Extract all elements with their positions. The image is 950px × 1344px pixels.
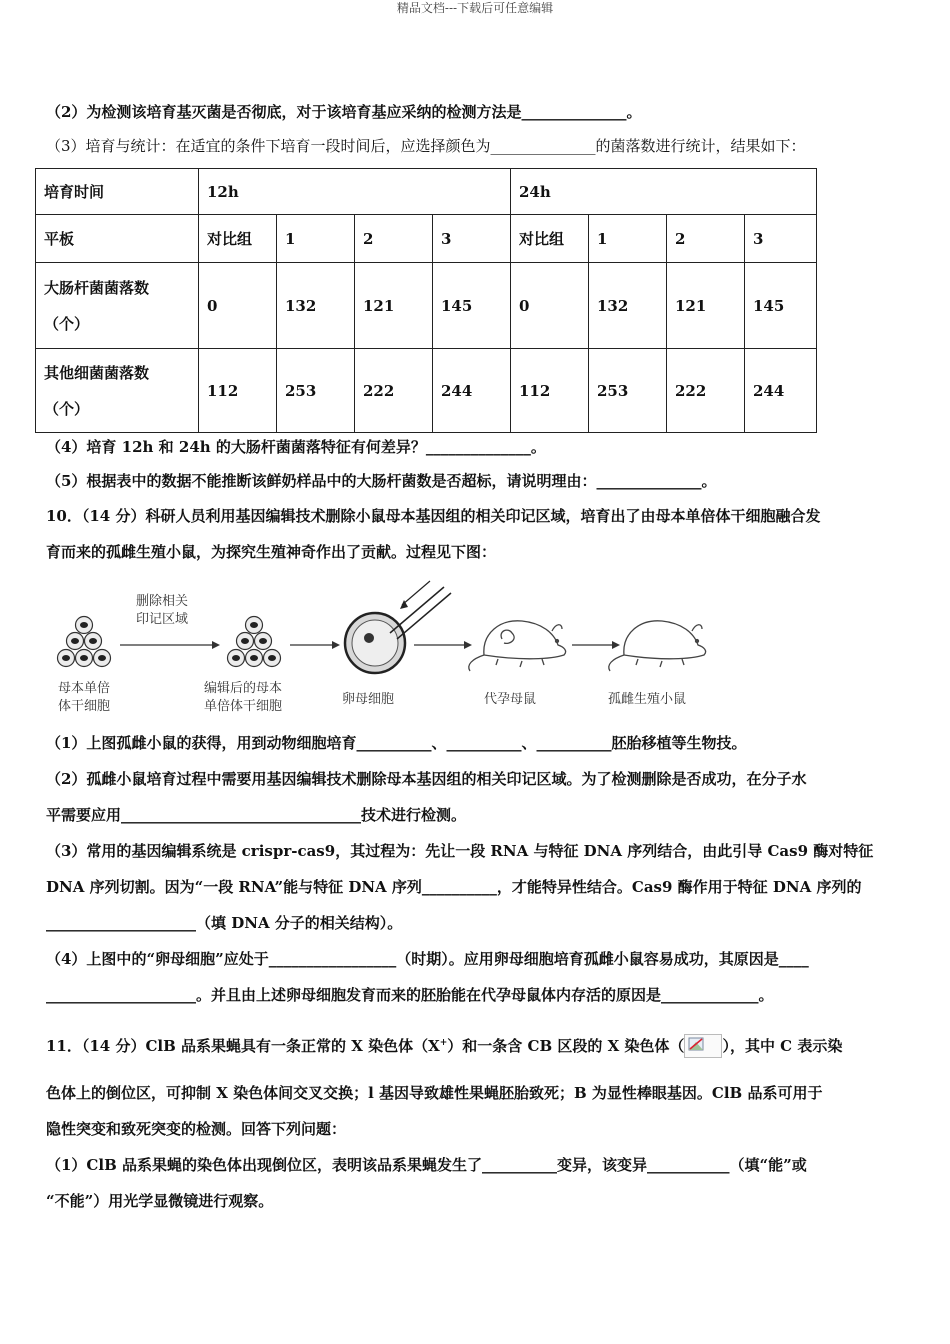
table-cell: 121 [355,263,433,349]
table-cell: 0 [199,263,277,349]
colony-count-table [35,168,817,433]
q10-part4-line2: ____________________。并且由上述卵母细胞发育而来的胚胎能在代孕母鼠体内存活的原因是_____________。 [46,986,774,1004]
table-row [36,263,817,349]
q10-intro-line2: 育而来的孤雌生殖小鼠，为探究生殖神奇作出了贡献。过程见下图： [46,543,497,561]
row-unit: （个） [44,314,90,333]
parthenogenesis-process-diagram [52,575,712,723]
table-row [36,349,817,433]
table-cell: 112 [199,349,277,433]
table-cell: 0 [511,263,589,349]
parthenogenetic-mouse-icon [609,621,706,671]
table-cell: 培育时间 [36,169,199,215]
row-unit: （个） [44,399,90,418]
q11-intro-text-b: ）和一条含 CB 区段的 X 染色体（ [447,1037,685,1055]
q10-part2-line2: 平需要应用________________________________技术进行检测。 [46,806,467,824]
arrow-icon [120,641,220,649]
table-cell: 对比组 [199,215,277,263]
table-cell: 2 [355,215,433,263]
q10-part3-line2: DNA 序列切割。因为“一段 RNA”能与特征 DNA 序列__________，才能特异性结合。Cas9 酶作用于特征 DNA 序列的 [46,878,862,896]
table-cell: 3 [433,215,511,263]
row-label: 其他细菌菌落数 [44,363,150,382]
arrow-label-line2: 印记区域 [136,612,189,627]
q10-part1: （1）上图孤雌小鼠的获得，用到动物细胞培育__________、__________、__________胚胎移植等生物技。 [46,734,747,752]
caption-haploid-cells-2: 体干细胞 [58,699,111,714]
haploid-stem-cells-icon [58,617,111,667]
table-cell: 对比组 [511,215,589,263]
arrow-icon [572,641,620,649]
table-cell [36,263,199,349]
table-cell: 253 [589,349,667,433]
arrow-icon [414,641,472,649]
table-cell: 132 [277,263,355,349]
edited-stem-cells-icon [228,617,281,667]
table-cell: 1 [589,215,667,263]
q9-part4: （4）培育 12h 和 24h 的大肠杆菌菌落特征有何差异？______________。 [46,438,546,456]
table-cell: 平板 [36,215,199,263]
table-cell: 253 [277,349,355,433]
table-row [36,215,817,263]
chromosome-image-icon [684,1034,722,1058]
table-cell: 145 [433,263,511,349]
table-cell: 222 [667,349,745,433]
table-cell: 3 [745,215,817,263]
q10-part2-line1: （2）孤雌小鼠培育过程中需要用基因编辑技术删除母本基因组的相关印记区域。为了检测删除是否成功，在分子水 [46,770,807,788]
q11-intro-line3: 隐性突变和致死突变的检测。回答下列问题： [46,1120,347,1138]
table-cell: 12h [199,169,511,215]
q9-part5: （5）根据表中的数据不能推断该鲜奶样品中的大肠杆菌数是否超标，请说明理由：______________。 [46,472,717,490]
surrogate-mouse-icon [469,621,566,671]
q10-intro-line1: 10．（14 分）科研人员利用基因编辑技术删除小鼠母本基因组的相关印记区域，培育出了由母本单倍体干细胞融合发 [46,507,821,525]
table-cell: 2 [667,215,745,263]
table-cell: 24h [511,169,817,215]
caption-edited-cells: 编辑后的母本 [204,681,283,696]
q10-part4-line1: （4）上图中的“卵母细胞”应处于_________________（时期）。应用卵母细胞培育孤雌小鼠容易成功，其原因是____ [46,950,809,968]
arrow-icon [290,641,340,649]
caption-surrogate-mouse: 代孕母鼠 [484,692,537,707]
table-cell [36,349,199,433]
q10-part3-line3: ____________________（填 DNA 分子的相关结构）。 [46,914,403,932]
page-header: 精品文档---下载后可任意编辑 [396,1,554,15]
caption-oocyte: 卵母细胞 [342,692,395,707]
oocyte-injection-icon [345,581,451,673]
q11-part1-line2: “不能”）用光学显微镜进行观察。 [46,1192,274,1210]
q11-intro-line2: 色体上的倒位区，可抑制 X 染色体间交叉交换；l 基因导致雄性果蝇胚胎致死；B 为显性棒眼基因。ClB 品系可用于 [46,1084,823,1102]
q11-intro-text-c: ），其中 C 表示染 [722,1037,843,1055]
row-label: 大肠杆菌菌落数 [44,278,150,297]
table-cell: 145 [745,263,817,349]
caption-edited-cells-2: 单倍体干细胞 [204,699,283,714]
table-row [36,169,817,215]
q9-part2: （2）为检测该培育基灭菌是否彻底，对于该培育基应采纳的检测方法是______________。 [46,103,642,121]
q10-part3-line1: （3）常用的基因编辑系统是 crispr-cas9，其过程为：先让一段 RNA 与特征 DNA 序列结合，由此引导 Cas9 酶对特征 [46,842,874,860]
table-cell: 1 [277,215,355,263]
caption-haploid-cells: 母本单倍 [58,681,111,696]
q11-part1-line1: （1）ClB 品系果蝇的染色体出现倒位区，表明该品系果蝇发生了__________变异，该变异___________（填“能”或 [46,1156,807,1174]
table-cell: 121 [667,263,745,349]
superscript-plus: + [439,1038,448,1048]
arrow-label-line1: 删除相关 [136,594,189,609]
table-cell: 112 [511,349,589,433]
q11-intro-text-a: 11．（14 分）ClB 品系果蝇具有一条正常的 X 染色体（X [46,1037,440,1055]
caption-parthenogenetic-mouse: 孤雌生殖小鼠 [608,692,687,707]
q11-intro-line1 [46,1033,842,1058]
table-cell: 222 [355,349,433,433]
table-cell: 244 [745,349,817,433]
table-cell: 244 [433,349,511,433]
q9-part3: （3）培育与统计：在适宜的条件下培育一段时间后，应选择颜色为______________的菌落数进行统计，结果如下： [46,137,806,155]
table-cell: 132 [589,263,667,349]
